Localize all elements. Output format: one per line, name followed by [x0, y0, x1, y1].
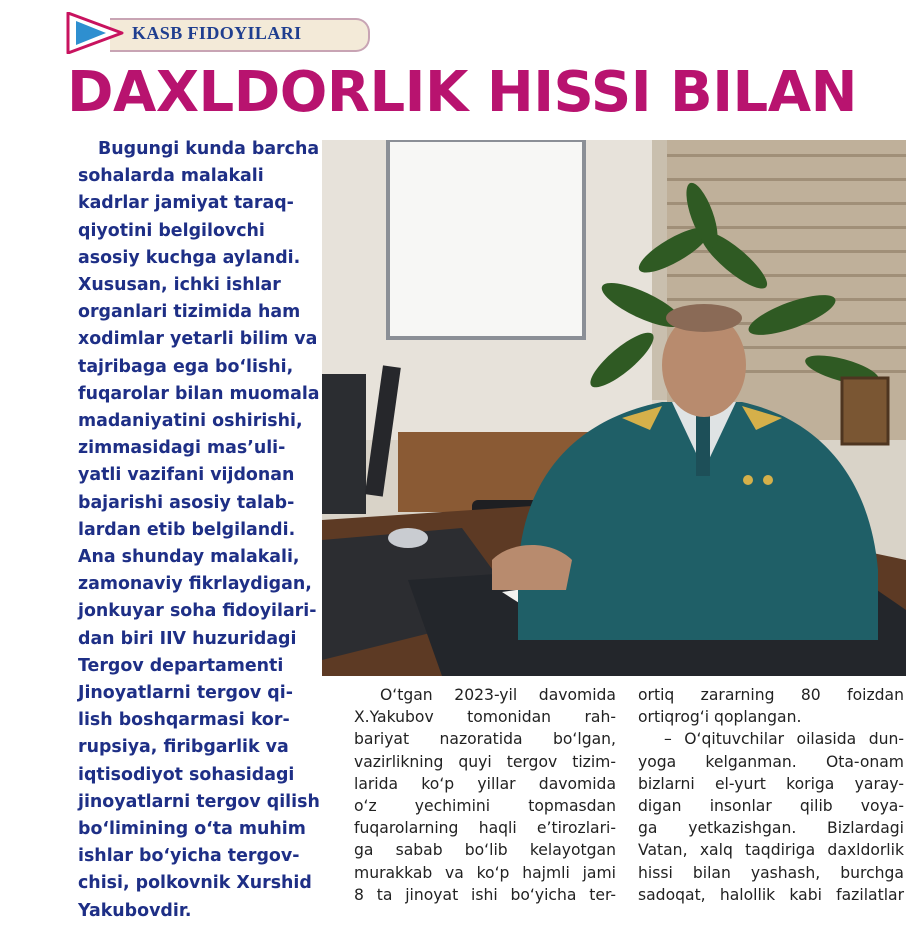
lead-line: Ana shunday malakali, [78, 547, 300, 568]
rubric-label: KASB FIDOYILARI [132, 23, 302, 43]
body-line: yoga kelganman. Ota-onam [638, 752, 904, 771]
lead-line: bo‘limining o‘ta muhim [78, 819, 306, 840]
headline: DAXLDORLIK HISSI BILAN [67, 60, 857, 125]
lead-line: Xususan, ichki ishlar [78, 275, 281, 296]
lead-line: fuqarolar bilan muomala [78, 383, 320, 404]
body-line: O‘tgan 2023-yil davomida [380, 686, 616, 704]
lead-line: madaniyatini oshirishi, [78, 411, 303, 432]
lead-line: bajarishi asosiy talab- [78, 492, 295, 513]
body-line: larida ko‘p yillar davomida [354, 774, 616, 793]
play-triangle-icon [66, 12, 124, 54]
lead-line: Bugungi kunda barcha [98, 139, 320, 159]
body-line: bizlarni el-yurt koriga yaray- [638, 774, 904, 793]
lead-line: lish boshqarmasi kor- [78, 710, 290, 731]
body-line: murakkab va ko‘p hajmli jami [354, 863, 616, 882]
body-column-2 [354, 684, 616, 906]
lead-line: dan biri IIV huzuridagi [78, 628, 297, 649]
body-line: – O‘qituvchilar oilasida dun- [664, 730, 904, 749]
lead-line: tajribaga ega bo‘lishi, [78, 356, 294, 377]
lead-line: xodimlar yetarli bilim va [78, 329, 318, 350]
lead-line: Jinoyatlarni tergov qi- [78, 683, 293, 704]
monitor [322, 374, 366, 514]
lead-line: organlari tizimida ham [78, 302, 301, 323]
lead-paragraph [78, 136, 340, 925]
body-line: ga yetkazishgan. Bizlardagi [638, 819, 904, 838]
lead-line: ishlar bo‘yicha tergov- [78, 846, 300, 867]
body-line: vazirlikning quyi tergov tizim- [354, 752, 616, 771]
body-line: X.Yakubov tomonidan rah- [354, 708, 616, 727]
mouse [388, 528, 428, 548]
portrait-photo [322, 140, 906, 676]
lead-line: jonkuyar soha fidoyilari- [78, 601, 317, 622]
lead-line: yatli vazifani vijdonan [78, 465, 295, 486]
lead-line: lardan etib belgilandi. [78, 519, 296, 540]
body-line: Vatan, xalq taqdiriga daxldorlik [638, 841, 904, 860]
body-line: bariyat nazoratida bo‘lgan, [354, 730, 616, 749]
body-line: sadoqat, halollik kabi fazilatlar [638, 885, 904, 904]
lead-line: jinoyatlarni tergov qilish [78, 791, 320, 812]
whiteboard [388, 140, 584, 338]
body-column-3 [638, 684, 904, 906]
lead-line: Tergov departamenti [78, 655, 284, 676]
lead-line: chisi, polkovnik Xurshid [78, 873, 312, 894]
body-line: fuqarolarning haqli e’tirozlari- [354, 819, 616, 838]
lead-line: Yakubovdir. [78, 900, 192, 921]
body-line: hissi bilan yashash, burchga [638, 863, 904, 882]
body-line: o‘z yechimini topmasdan [354, 797, 616, 816]
lead-line: asosiy kuchga aylandi. [78, 247, 301, 268]
lead-line: sohalarda malakali [78, 166, 264, 187]
lead-line: iqtisodiyot sohasidagi [78, 764, 295, 785]
lead-line: zimmasidagi mas’uli- [78, 438, 286, 459]
body-line: ortiqrog‘i qoplangan. [638, 708, 802, 727]
body-line: digan insonlar qilib voya- [638, 797, 904, 816]
picture-frame [842, 378, 888, 444]
lead-line: kadrlar jamiyat taraq- [78, 193, 294, 214]
section-rubric [70, 12, 372, 52]
lead-line: rupsiya, firibgarlik va [78, 737, 289, 758]
body-line: ortiq zararning 80 foizdan [638, 686, 904, 704]
body-line: ga sabab bo‘lib kelayotgan [354, 841, 616, 860]
body-line: 8 ta jinoyat ishi bo‘yicha ter- [354, 885, 616, 904]
lead-line: qiyotini belgilovchi [78, 220, 265, 241]
lead-line: zamonaviy fikrlaydigan, [78, 574, 312, 595]
